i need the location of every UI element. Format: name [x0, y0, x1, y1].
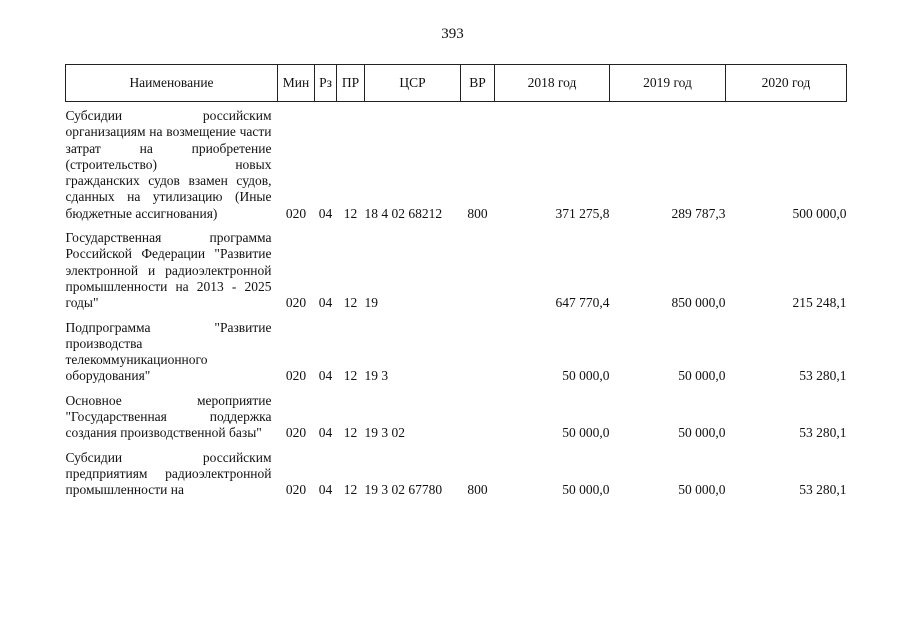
row-2018: 50 000,0 — [562, 425, 610, 441]
table-header-row — [66, 65, 847, 102]
row-2019: 850 000,0 — [671, 295, 726, 311]
table-row — [66, 320, 847, 385]
row-vr: 800 — [467, 205, 488, 221]
header-min: Мин — [278, 65, 315, 102]
row-2019: 50 000,0 — [678, 368, 726, 384]
row-pr: 12 — [343, 205, 358, 221]
row-spacer — [66, 385, 847, 393]
row-name: Субсидии российским предприятиям радиоэлектронной промышленности на — [65, 449, 272, 498]
row-rz: 04 — [318, 205, 333, 221]
header-name: Наименование — [66, 65, 278, 102]
row-vr — [461, 393, 495, 442]
table-row — [66, 230, 847, 311]
row-rz: 04 — [318, 368, 333, 384]
header-pr: ПР — [337, 65, 365, 102]
row-name: Основное мероприятие "Государственная поддержка создания производственной базы" — [65, 392, 272, 441]
row-csr: 19 3 02 — [364, 425, 405, 441]
row-2018: 50 000,0 — [562, 482, 610, 498]
row-2018: 647 770,4 — [555, 295, 610, 311]
header-2019: 2019 год — [610, 65, 726, 102]
budget-table — [65, 64, 847, 499]
header-rz: Рз — [315, 65, 337, 102]
row-rz: 04 — [318, 425, 333, 441]
header-csr: ЦСР — [365, 65, 461, 102]
row-min: 020 — [285, 482, 307, 498]
row-rz: 04 — [318, 482, 333, 498]
row-2019: 50 000,0 — [678, 482, 726, 498]
header-2018: 2018 год — [495, 65, 610, 102]
row-min: 020 — [285, 425, 307, 441]
row-min: 020 — [285, 368, 307, 384]
row-pr: 12 — [343, 295, 358, 311]
row-2018: 371 275,8 — [555, 205, 610, 221]
header-vr: ВР — [461, 65, 495, 102]
row-csr: 18 4 02 68212 — [364, 205, 443, 221]
row-pr: 12 — [343, 482, 358, 498]
row-name: Государственная программа Российской Федерации "Развитие электронной и радиоэлектронной промышленности на 2013 - 2025 годы" — [65, 230, 272, 311]
row-pr: 12 — [343, 425, 358, 441]
row-pr: 12 — [343, 368, 358, 384]
row-2019: 50 000,0 — [678, 425, 726, 441]
row-spacer — [66, 312, 847, 320]
row-vr: 800 — [467, 482, 488, 498]
row-2020: 53 280,1 — [799, 425, 847, 441]
row-vr — [461, 320, 495, 385]
table-row — [66, 102, 847, 223]
row-csr: 19 3 02 67780 — [364, 482, 443, 498]
row-2019: 289 787,3 — [671, 205, 726, 221]
row-name: Субсидии российским организациям на возмещение части затрат на приобретение (строительство) новых гражданских судов взамен судов, сданных на утилизацию (Иные бюджетные ассигнования) — [65, 108, 272, 221]
row-spacer — [66, 222, 847, 230]
row-csr: 19 3 — [364, 368, 389, 384]
row-2020: 53 280,1 — [799, 368, 847, 384]
row-2018: 50 000,0 — [562, 368, 610, 384]
table-row — [66, 393, 847, 442]
table-row — [66, 450, 847, 499]
row-min: 020 — [285, 295, 307, 311]
row-2020: 53 280,1 — [799, 482, 847, 498]
row-2020: 500 000,0 — [792, 205, 847, 221]
row-spacer — [66, 442, 847, 450]
row-name: Подпрограмма "Развитие производства телекоммуникационного оборудования" — [65, 319, 272, 384]
row-rz: 04 — [318, 295, 333, 311]
row-vr — [461, 230, 495, 311]
row-csr: 19 — [364, 295, 378, 311]
row-2020: 215 248,1 — [792, 295, 847, 311]
page-number: 393 — [441, 26, 464, 42]
header-2020: 2020 год — [726, 65, 847, 102]
row-min: 020 — [285, 205, 307, 221]
